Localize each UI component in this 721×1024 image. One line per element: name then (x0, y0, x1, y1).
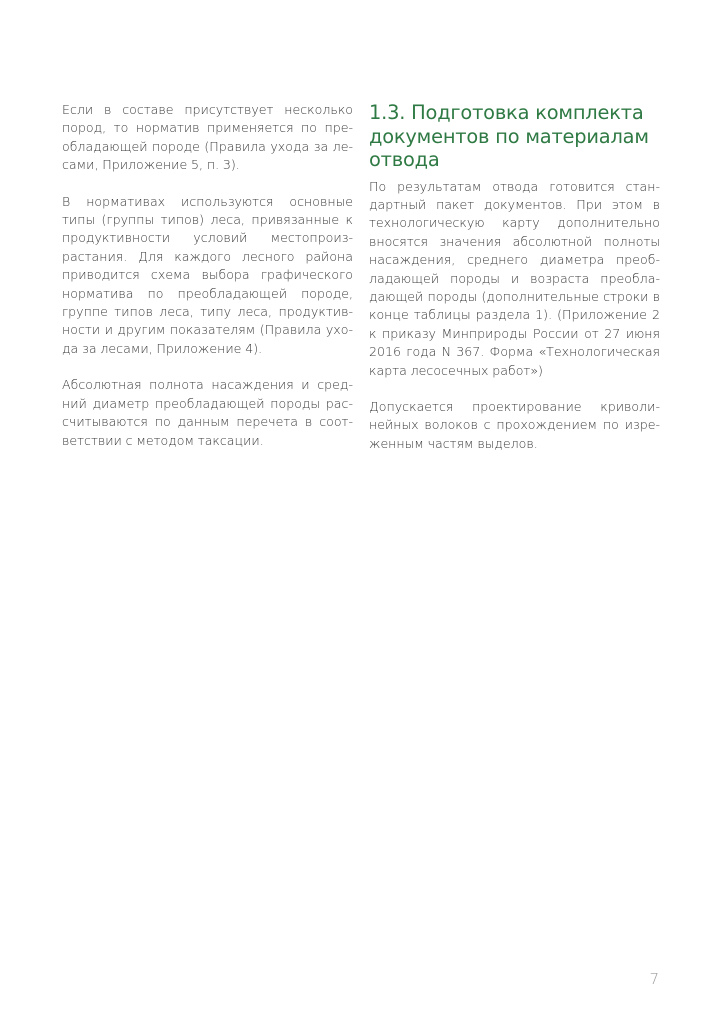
paragraph-document-package: По результатам отвода готовится стандартный пакет документов. При этом в технологическую карту дополнительно вносятся значения абсолютной полноты насаждения, среднего диаметра преобладающей породы и возраста преобладающей породы (дополнительные строки в конце таблицы раздела 1). (Приложение 2 к приказу Минприроды России от 27 июня 2016 года N 367. Форма «Технологическая карта лесосечных работ») (369, 178, 660, 378)
right-column (369, 101, 660, 453)
page-number: 7 (649, 970, 659, 988)
paragraph-curved-skid-trails: Допускается проектирование криволинейных волоков с прохождением по изреженным частям выделов. (369, 398, 660, 451)
paragraph-absolute-density: Абсолютная полнота насаждения и средний диаметр преобладающей породы рассчитываются по данным перечета в соответствии с методом таксации. (62, 377, 353, 448)
paragraph-multiple-species: Если в составе присутствует несколько пород, то норматив применяется по преобладающей породе (Правила ухода за лесами, Приложение 5, п. 3). (62, 102, 353, 173)
left-column (62, 101, 353, 450)
paragraph-forest-types: В нормативах используются основные типы (группы типов) леса, привязанные к продуктивности условий местопроизрастания. Для каждого лесного района приводится схема выбора графического норматива по преобладающей породе, группе типов леса, типу леса, продуктивности и другим показателям (Правила ухода за лесами, Приложение 4). (62, 193, 353, 356)
section-title: 1.3. Подготовка комплекта документов по материалам отвода (369, 101, 649, 171)
